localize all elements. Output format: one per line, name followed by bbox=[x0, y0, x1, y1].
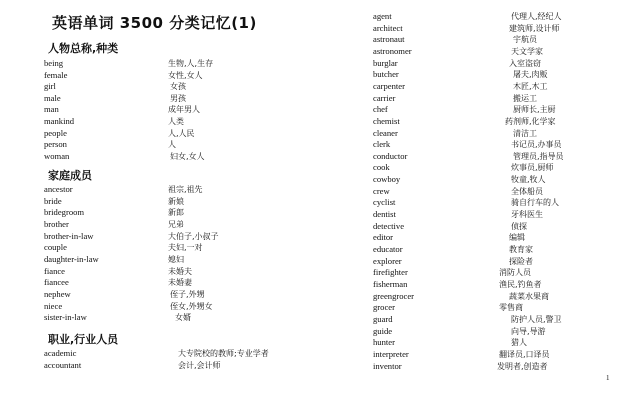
word-english: being bbox=[44, 58, 64, 68]
word-chinese: 教育家 bbox=[509, 245, 533, 254]
section-heading-family: 家庭成员 bbox=[48, 169, 92, 182]
word-chinese: 清洁工 bbox=[513, 128, 537, 138]
word-entry bbox=[373, 221, 603, 233]
word-entry bbox=[44, 104, 314, 116]
word-chinese: 大专院校的教师;专业学者 bbox=[178, 349, 269, 358]
word-chinese: 翻译员,口译员 bbox=[499, 349, 550, 359]
word-entry bbox=[373, 361, 603, 373]
word-english: hunter bbox=[373, 337, 395, 348]
word-english: ancestor bbox=[44, 184, 73, 194]
word-entry bbox=[44, 312, 314, 324]
word-english: firefighter bbox=[373, 267, 408, 278]
word-english: girl bbox=[44, 81, 56, 92]
word-entry bbox=[44, 58, 314, 70]
word-chinese: 侄女,外甥女 bbox=[170, 301, 213, 311]
word-entry bbox=[373, 186, 603, 198]
word-chinese: 向导,导游 bbox=[511, 326, 546, 336]
word-english: male bbox=[44, 92, 61, 103]
word-entry bbox=[44, 196, 314, 208]
word-english: cowboy bbox=[373, 174, 401, 185]
word-english: female bbox=[44, 69, 68, 80]
word-entry bbox=[373, 69, 603, 81]
word-english: clerk bbox=[373, 139, 391, 150]
word-entry bbox=[373, 81, 603, 93]
word-chinese: 管理员,指导员 bbox=[513, 151, 564, 161]
word-entry bbox=[44, 70, 314, 82]
word-chinese: 大伯子,小叔子 bbox=[168, 231, 219, 241]
word-english: nephew bbox=[44, 288, 71, 299]
word-entry bbox=[44, 254, 314, 266]
word-english: person bbox=[44, 139, 67, 150]
word-english: detective bbox=[373, 220, 405, 231]
word-entry bbox=[44, 242, 314, 254]
word-english: carrier bbox=[373, 92, 396, 103]
word-entry bbox=[373, 244, 603, 256]
word-chinese: 渔民,钓鱼者 bbox=[499, 279, 542, 289]
word-english: brother bbox=[44, 218, 69, 229]
word-entry bbox=[373, 162, 603, 174]
word-chinese: 新娘 bbox=[168, 196, 184, 206]
word-chinese: 屠夫,肉贩 bbox=[513, 70, 548, 80]
word-entry bbox=[44, 301, 314, 313]
word-chinese: 未婚夫 bbox=[168, 266, 192, 276]
word-entry bbox=[373, 337, 603, 349]
word-entry bbox=[44, 219, 314, 231]
word-chinese: 未婚妻 bbox=[168, 278, 192, 288]
word-chinese: 消防人员 bbox=[499, 268, 531, 278]
word-english: mankind bbox=[44, 116, 75, 126]
word-chinese: 成年男人 bbox=[168, 105, 200, 115]
word-english: interpreter bbox=[373, 348, 409, 359]
word-english: explorer bbox=[373, 255, 402, 266]
word-chinese: 搬运工 bbox=[513, 93, 537, 103]
page-number: 1 bbox=[606, 374, 610, 382]
word-chinese: 人类 bbox=[168, 117, 184, 126]
word-english: people bbox=[44, 127, 67, 138]
word-entry bbox=[373, 279, 603, 291]
word-entry bbox=[373, 197, 603, 209]
word-english: academic bbox=[44, 348, 77, 358]
word-entry bbox=[373, 349, 603, 361]
word-chinese: 探险者 bbox=[509, 256, 533, 266]
word-entry bbox=[373, 34, 603, 46]
word-english: editor bbox=[373, 232, 394, 243]
word-english: guard bbox=[373, 313, 393, 324]
word-chinese: 厨师长,主厨 bbox=[513, 105, 556, 115]
word-chinese: 侄子,外甥 bbox=[170, 289, 205, 299]
word-english: chef bbox=[373, 104, 388, 115]
word-english: bridegroom bbox=[44, 207, 85, 218]
word-entry bbox=[44, 128, 314, 140]
word-english: fiancee bbox=[44, 277, 69, 288]
word-english: astronomer bbox=[373, 45, 412, 56]
word-chinese: 媳妇 bbox=[168, 254, 184, 264]
word-english: inventor bbox=[373, 360, 402, 371]
word-english: agent bbox=[373, 11, 392, 21]
word-english: woman bbox=[44, 150, 70, 161]
word-english: carpenter bbox=[373, 80, 405, 91]
word-entry bbox=[373, 291, 603, 303]
word-entry bbox=[44, 116, 314, 128]
word-entry bbox=[44, 277, 314, 289]
word-english: cyclist bbox=[373, 197, 396, 208]
word-english: architect bbox=[373, 22, 403, 33]
word-english: niece bbox=[44, 300, 63, 311]
word-entry bbox=[373, 116, 603, 128]
word-entry bbox=[44, 93, 314, 105]
word-entry bbox=[373, 104, 603, 116]
word-chinese: 牙科医生 bbox=[511, 210, 543, 220]
word-entry bbox=[44, 151, 314, 163]
word-english: couple bbox=[44, 242, 67, 253]
word-english: butcher bbox=[373, 69, 399, 80]
word-entry bbox=[44, 81, 314, 93]
word-english: burglar bbox=[373, 57, 398, 68]
word-chinese: 人,人民 bbox=[168, 128, 195, 138]
word-english: chemist bbox=[373, 115, 400, 126]
word-chinese: 兄弟 bbox=[168, 219, 184, 229]
word-english: dentist bbox=[373, 209, 396, 220]
word-english: guide bbox=[373, 325, 393, 336]
word-english: daughter-in-law bbox=[44, 253, 99, 264]
word-english: educator bbox=[373, 244, 403, 254]
word-english: cleaner bbox=[373, 127, 398, 138]
section-heading-people-general: 人物总称,种类 bbox=[48, 42, 119, 55]
page-title: 英语单词 3500 分类记忆(1) bbox=[52, 14, 257, 32]
word-chinese: 药剂师,化学家 bbox=[505, 116, 556, 126]
word-entry bbox=[373, 326, 603, 338]
word-chinese: 猎人 bbox=[511, 338, 527, 348]
word-chinese: 全体船员 bbox=[511, 186, 543, 196]
word-entry bbox=[373, 174, 603, 186]
word-english: fiance bbox=[44, 265, 65, 276]
word-chinese: 男孩 bbox=[170, 93, 186, 103]
word-chinese: 侦探 bbox=[511, 221, 527, 231]
word-chinese: 防护人员,警卫 bbox=[511, 314, 562, 324]
word-chinese: 夫妇,一对 bbox=[168, 243, 203, 253]
word-chinese: 牧童,牧人 bbox=[511, 175, 546, 185]
word-chinese: 女婿 bbox=[175, 313, 191, 323]
word-chinese: 祖宗,祖先 bbox=[168, 185, 203, 194]
word-chinese: 木匠,木工 bbox=[513, 81, 548, 91]
word-chinese: 宇航员 bbox=[513, 35, 537, 45]
word-chinese: 编辑 bbox=[509, 233, 525, 243]
word-english: sister-in-law bbox=[44, 312, 87, 323]
word-chinese: 生物,人,生存 bbox=[168, 59, 214, 68]
word-chinese: 蔬菜水果商 bbox=[509, 291, 549, 301]
word-chinese: 妇女,女人 bbox=[170, 151, 205, 161]
word-entry bbox=[44, 360, 314, 372]
word-chinese: 新郎 bbox=[168, 208, 184, 218]
word-english: bride bbox=[44, 195, 62, 206]
word-chinese: 人 bbox=[168, 140, 176, 150]
word-chinese: 炊事员,厨师 bbox=[511, 163, 554, 173]
word-english: crew bbox=[373, 185, 390, 196]
word-chinese: 女孩 bbox=[170, 82, 186, 92]
word-entry bbox=[373, 46, 603, 58]
word-chinese: 发明者,创造者 bbox=[497, 361, 548, 371]
word-entry bbox=[373, 151, 603, 163]
word-english: cook bbox=[373, 162, 390, 173]
word-english: astronaut bbox=[373, 34, 405, 45]
word-english: brother-in-law bbox=[44, 230, 94, 241]
word-entry bbox=[373, 128, 603, 140]
word-english: accountant bbox=[44, 359, 82, 370]
word-entry bbox=[44, 266, 314, 278]
word-entry bbox=[44, 207, 314, 219]
word-entry bbox=[373, 11, 603, 23]
word-entry bbox=[44, 139, 314, 151]
word-entry bbox=[44, 348, 314, 360]
word-chinese: 建筑师,设计师 bbox=[509, 23, 560, 33]
word-entry bbox=[373, 232, 603, 244]
word-english: man bbox=[44, 104, 59, 115]
word-english: conductor bbox=[373, 150, 408, 161]
word-chinese: 零售商 bbox=[499, 303, 523, 313]
word-chinese: 书记员,办事员 bbox=[511, 140, 562, 150]
word-entry bbox=[44, 184, 314, 196]
word-chinese: 入室盗窃 bbox=[509, 58, 541, 68]
word-chinese: 骑自行车的人 bbox=[511, 198, 559, 208]
word-chinese: 代理人,经纪人 bbox=[511, 12, 562, 21]
word-chinese: 会计,会计师 bbox=[178, 360, 221, 370]
word-entry bbox=[373, 139, 603, 151]
word-entry bbox=[373, 267, 603, 279]
word-entry bbox=[373, 23, 603, 35]
word-english: greengrocer bbox=[373, 290, 415, 301]
word-entry bbox=[373, 209, 603, 221]
word-entry bbox=[373, 93, 603, 105]
word-chinese: 女性,女人 bbox=[168, 70, 203, 80]
word-english: grocer bbox=[373, 302, 395, 313]
word-entry bbox=[373, 256, 603, 268]
word-entry bbox=[373, 302, 603, 314]
word-entry bbox=[373, 314, 603, 326]
section-heading-occupation: 职业,行业人员 bbox=[48, 333, 119, 346]
word-entry bbox=[44, 289, 314, 301]
word-entry bbox=[373, 58, 603, 70]
word-entry bbox=[44, 231, 314, 243]
word-chinese: 天文学家 bbox=[511, 46, 543, 56]
word-english: fisherman bbox=[373, 278, 408, 289]
